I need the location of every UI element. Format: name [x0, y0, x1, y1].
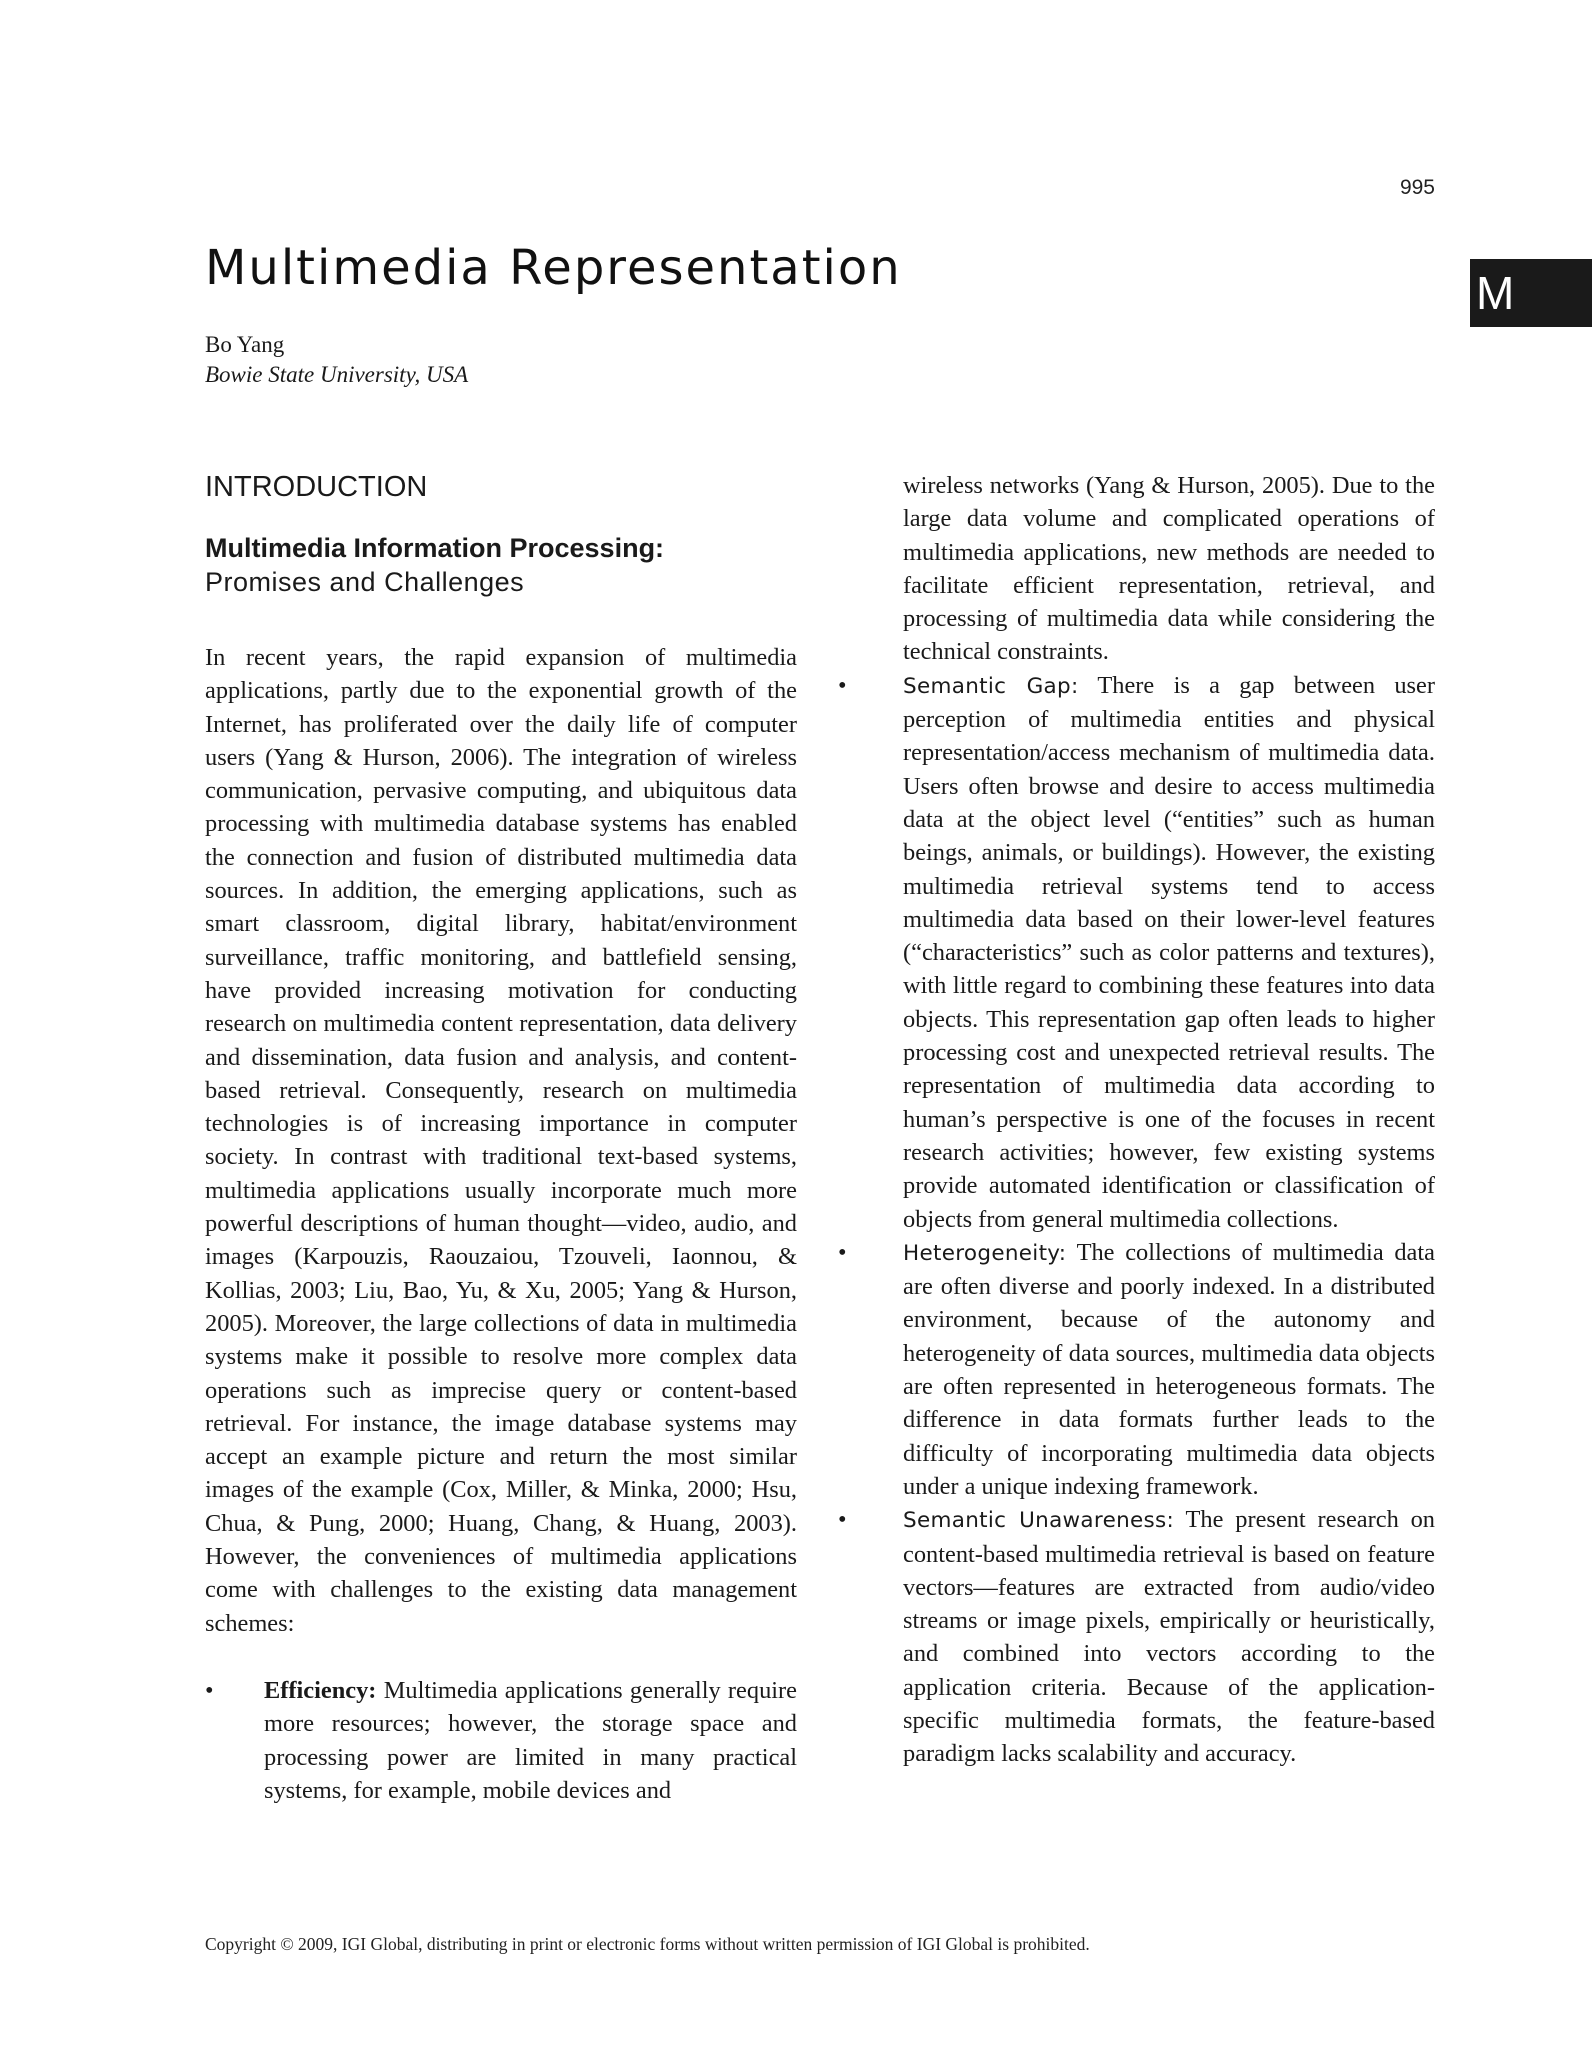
introduction-heading: INTRODUCTION: [205, 471, 428, 503]
challenge-text: There is a gap between user perception of multimedia entities and physical representation/access mechanism of multimedia data. Users often browse and desire to access multimedia data at the object level (“entities” such as human beings, animals, or buildings). However, the existing multimedia retrieval systems tend to access multimedia data based on their lower-level features (“characteristics” such as color patterns and textures), with little regard to combining these features into data objects. This representation gap often leads to higher processing cost and unexpected retrieval results. The representation of multimedia data according to human’s perspective is one of the focuses in recent research activities; however, few existing systems provide automated identification or classification of objects from general multimedia collections.: [903, 671, 1435, 1233]
challenge-label: Semantic Unawareness:: [903, 1508, 1175, 1534]
article-title: Multimedia Representation: [205, 240, 902, 296]
challenge-list-left: [205, 1674, 797, 1807]
challenge-text: The collections of multimedia data are often diverse and poorly indexed. In a distributed environment, because of the autonomy and heterogeneity of data sources, multimedia data objects are often represented in heterogeneous formats. The difference in data formats further leads to the difficulty of incorporating multimedia data objects under a unique indexing framework.: [903, 1238, 1435, 1500]
challenge-list-right: [838, 669, 1435, 1771]
left-column: [205, 470, 797, 1807]
introduction-paragraph: In recent years, the rapid expansion of multimedia applications, partly due to the exponential growth of the Internet, has proliferated over the daily life of computer users (Yang & Hurson, 2006). The integration of wireless communication, pervasive computing, and ubiquitous data processing with multimedia database systems has enabled the connection and fusion of distributed multimedia data sources. In addition, the emerging applications, such as smart classroom, digital library, habitat/environment surveillance, traffic monitoring, and battlefield sensing, have provided increasing motivation for conducting research on multimedia content representation, data delivery and dissemination, data fusion and analysis, and content-based retrieval. Consequently, research on multimedia technologies is of increasing importance in computer society. In contrast with traditional text-based systems, multimedia applications usually incorporate much more powerful descriptions of human thought—video, audio, and images (Karpouzis, Raouzaiou, Tzouveli, Iaonnou, & Kollias, 2003; Liu, Bao, Yu, & Xu, 2005; Yang & Hurson, 2005). Moreover, the large collections of data in multimedia systems make it possible to resolve more complex data operations such as imprecise query or content-based retrieval. For instance, the image database systems may accept an example picture and return the most similar images of the example (Cox, Miller, & Minka, 2000; Hsu, Chua, & Pung, 2000; Huang, Chang, & Huang, 2003). However, the conveniences of multimedia applications come with challenges to the existing data management schemes:: [205, 644, 797, 1637]
author-name: Bo Yang: [205, 332, 285, 357]
author-affiliation: Bowie State University, USA: [205, 362, 469, 387]
subheading-line-1: Multimedia Information Processing:: [205, 533, 665, 563]
challenge-text: Multimedia applications generally require more resources; however, the storage space and processing power are limited in many practical systems, for example, mobile devices and: [264, 1676, 797, 1804]
subheading-line-2: Promises and Challenges: [205, 567, 525, 597]
challenge-item-heterogeneity: [838, 1236, 1435, 1503]
page-number: 995: [1399, 176, 1435, 199]
copyright-notice: Copyright © 2009, IGI Global, distributing in print or electronic forms without written permission of IGI Global is prohibited.: [205, 1934, 1090, 1954]
section-tab: M: [1470, 259, 1592, 327]
challenge-label: Semantic Gap:: [903, 673, 1079, 699]
challenge-item-efficiency: [205, 1674, 797, 1807]
challenge-item-semantic-unawareness: [838, 1503, 1435, 1770]
challenge-text: The present research on content-based multimedia retrieval is based on feature vectors—features are extracted from audio/video streams or image pixels, empirically or heuristically, and combined into vectors according to the application criteria. Because of the application-specific multimedia formats, the feature-based paradigm lacks scalability and accuracy.: [903, 1506, 1435, 1768]
right-column: [838, 469, 1435, 1771]
challenge-label: Heterogeneity:: [903, 1240, 1067, 1266]
challenge-continuation: wireless networks (Yang & Hurson, 2005). Due to the large data volume and complicated operations of multimedia applications, new methods are needed to facilitate efficient representation, retrieval, and processing of multimedia data while considering the technical constraints.: [903, 472, 1435, 666]
challenge-label: Efficiency:: [264, 1676, 377, 1704]
challenge-item-semantic-gap: [838, 669, 1435, 1236]
